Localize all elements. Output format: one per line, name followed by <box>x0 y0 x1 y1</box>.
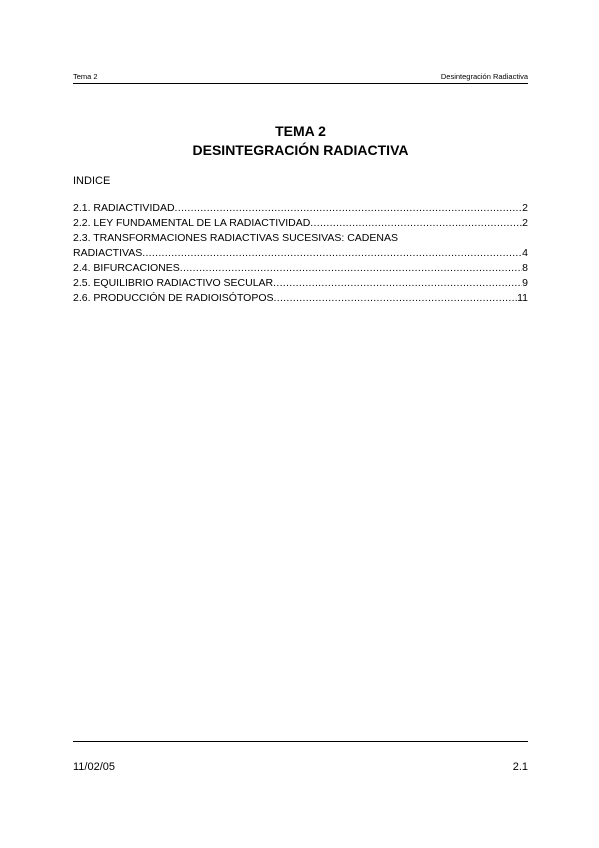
footer-page-number: 2.1 <box>512 761 528 773</box>
toc-entry[interactable] <box>73 216 528 231</box>
toc-entry-page: 11 <box>517 292 528 304</box>
toc-entry[interactable] <box>73 291 528 306</box>
toc-entry[interactable] <box>73 201 528 216</box>
chapter-subtitle: DESINTEGRACIÓN RADIACTIVA <box>192 142 409 158</box>
header-divider <box>73 83 528 84</box>
toc-entry-page: 4 <box>522 247 528 259</box>
toc-entry-page: 8 <box>522 262 528 274</box>
toc-entry-label: 2.6. PRODUCCIÓN DE RADIOISÓTOPOS <box>73 292 274 304</box>
index-heading: INDICE <box>73 175 111 187</box>
chapter-title: TEMA 2 <box>275 123 326 139</box>
toc-entry-label-continuation: RADIACTIVAS <box>73 247 143 259</box>
toc-leader-dots <box>273 276 522 291</box>
toc-entry-label: 2.4. BIFURCACIONES <box>73 262 180 274</box>
toc-entry-page: 2 <box>522 217 528 229</box>
header-chapter: Tema 2 <box>73 72 98 81</box>
toc-entry-page: 9 <box>522 277 528 289</box>
toc-entry[interactable] <box>73 276 528 291</box>
toc-leader-dots <box>180 261 522 276</box>
toc-entry-label[interactable]: 2.3. TRANSFORMACIONES RADIACTIVAS SUCESIVAS: CADENAS <box>73 232 398 244</box>
footer-date: 11/02/05 <box>73 761 116 773</box>
toc-leader-dots <box>142 246 522 261</box>
toc-leader-dots <box>274 291 518 306</box>
footer-divider <box>73 741 528 742</box>
page-header <box>73 71 528 83</box>
toc-entry-label: 2.5. EQUILIBRIO RADIACTIVO SECULAR <box>73 277 274 289</box>
toc-entry[interactable] <box>73 246 528 261</box>
toc-entry-page: 2 <box>522 202 528 214</box>
toc-leader-dots <box>310 216 522 231</box>
toc-entry-label: 2.1. RADIACTIVIDAD <box>73 202 175 214</box>
header-section-title: Desintegración Radiactiva <box>440 72 528 81</box>
toc-entry-label: 2.2. LEY FUNDAMENTAL DE LA RADIACTIVIDAD <box>73 217 311 229</box>
toc-leader-dots <box>175 201 523 216</box>
table-of-contents <box>73 201 528 306</box>
toc-entry[interactable] <box>73 261 528 276</box>
